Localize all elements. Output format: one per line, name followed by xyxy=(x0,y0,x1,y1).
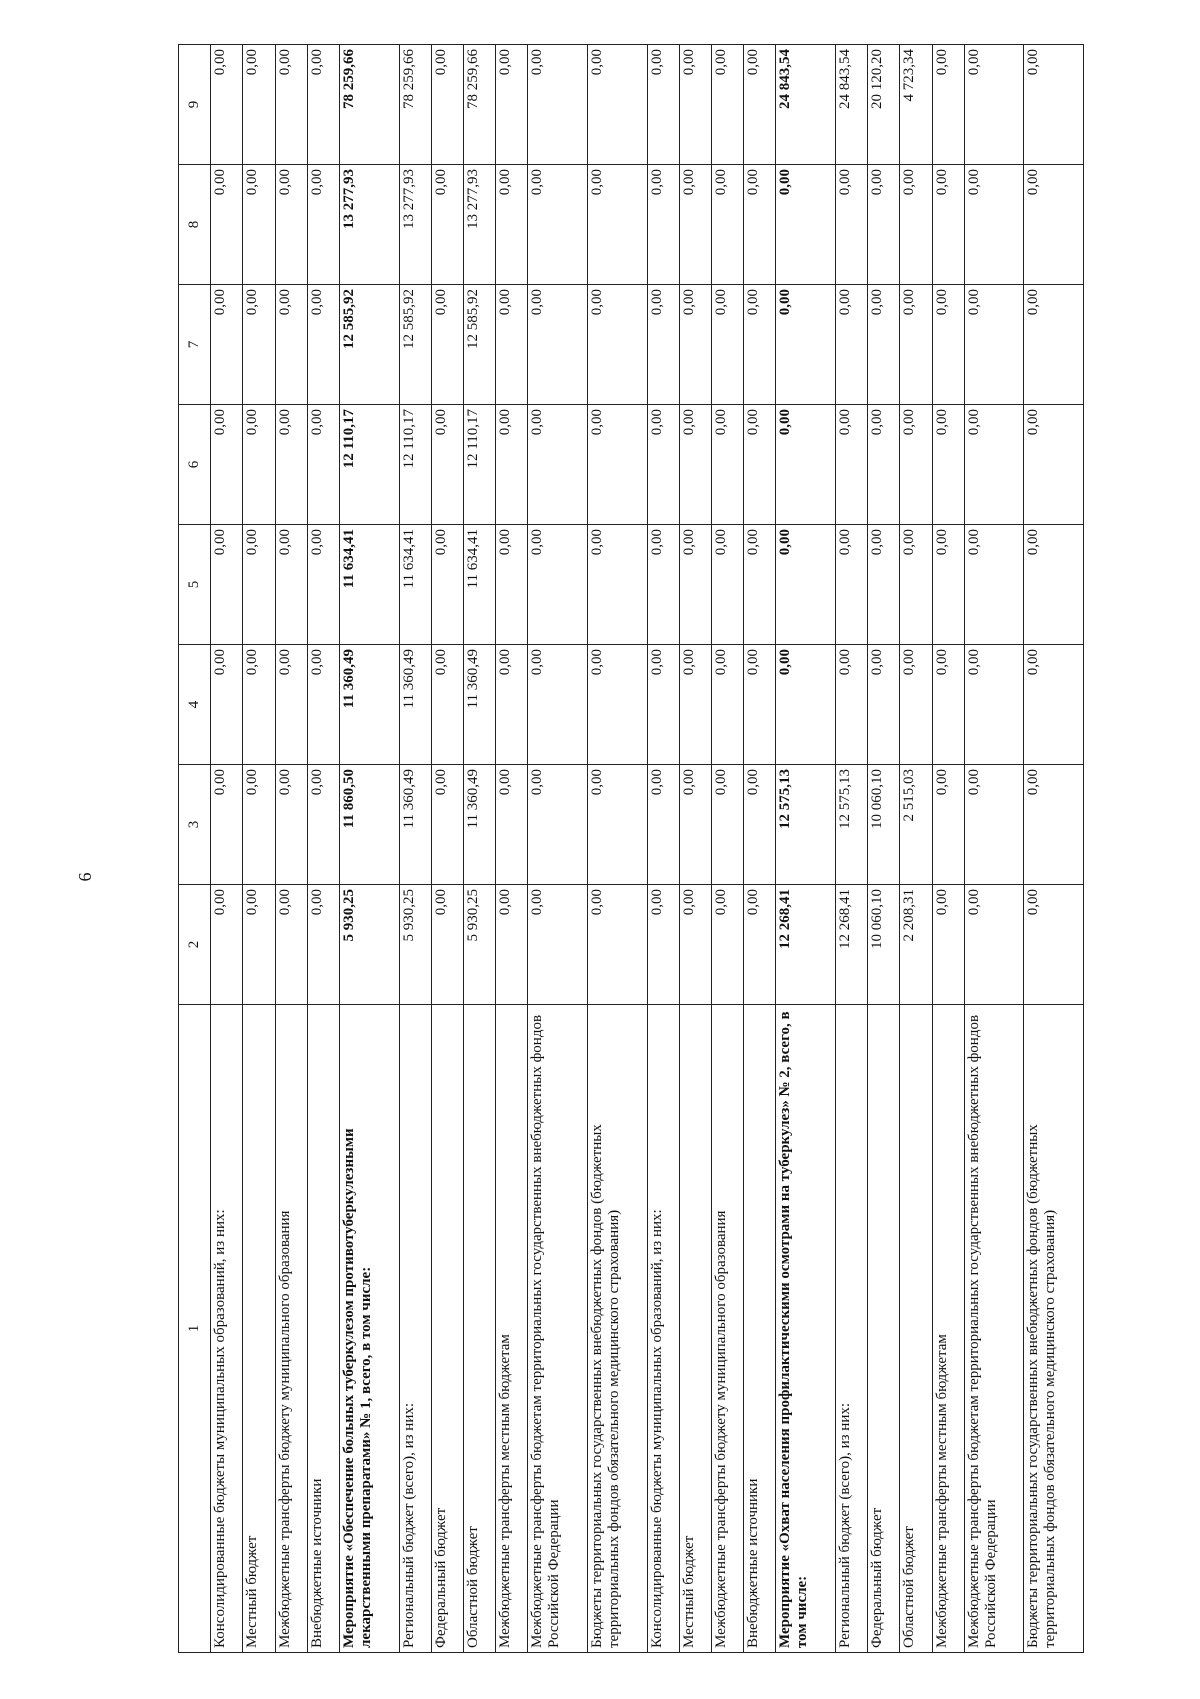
header-cell: 3 xyxy=(179,765,211,885)
value-cell: 0,00 xyxy=(679,765,711,885)
value-cell: 0,00 xyxy=(1024,285,1084,405)
value-cell: 0,00 xyxy=(1024,645,1084,765)
value-cell: 0,00 xyxy=(1024,525,1084,645)
value-cell: 0,00 xyxy=(679,645,711,765)
row-label: Мероприятие «Охват населения профилактическими осмотрами на туберкулез» № 2, всего, в том числе: xyxy=(776,1005,836,1653)
table-row xyxy=(900,45,932,1653)
value-cell: 0,00 xyxy=(744,165,776,285)
table-body xyxy=(179,45,1084,1653)
header-cell: 6 xyxy=(179,405,211,525)
row-label: Бюджеты территориальных государственных внебюджетных фондов (бюджетных территориальных фондов обязательного медицинского страхования) xyxy=(587,1005,647,1653)
value-cell: 0,00 xyxy=(964,765,1024,885)
value-cell: 0,00 xyxy=(776,525,836,645)
header-row xyxy=(179,45,211,1653)
value-cell: 2 208,31 xyxy=(900,885,932,1005)
value-cell: 0,00 xyxy=(1024,885,1084,1005)
table-row xyxy=(399,45,431,1653)
row-label: Местный бюджет xyxy=(243,1005,275,1653)
value-cell: 0,00 xyxy=(431,405,463,525)
value-cell: 0,00 xyxy=(679,285,711,405)
row-label: Областной бюджет xyxy=(464,1005,496,1653)
row-label: Межбюджетные трансферты бюджетам территориальных государственных внебюджетных фондов Российской Федерации xyxy=(528,1005,588,1653)
value-cell: 0,00 xyxy=(496,405,528,525)
value-cell: 0,00 xyxy=(431,645,463,765)
value-cell: 0,00 xyxy=(711,525,743,645)
value-cell: 0,00 xyxy=(711,765,743,885)
table-row xyxy=(835,45,867,1653)
value-cell: 0,00 xyxy=(243,525,275,645)
value-cell: 0,00 xyxy=(835,165,867,285)
value-cell: 0,00 xyxy=(307,165,339,285)
value-cell: 0,00 xyxy=(275,645,307,765)
value-cell: 0,00 xyxy=(528,885,588,1005)
value-cell: 20 120,20 xyxy=(868,45,900,165)
value-cell: 0,00 xyxy=(679,885,711,1005)
value-cell: 0,00 xyxy=(307,645,339,765)
row-label: Межбюджетные трансферты бюджету муниципального образования xyxy=(275,1005,307,1653)
value-cell: 0,00 xyxy=(835,285,867,405)
header-cell: 7 xyxy=(179,285,211,405)
value-cell: 13 277,93 xyxy=(464,165,496,285)
value-cell: 0,00 xyxy=(431,45,463,165)
value-cell: 0,00 xyxy=(496,765,528,885)
value-cell: 0,00 xyxy=(307,765,339,885)
value-cell: 0,00 xyxy=(1024,765,1084,885)
value-cell: 0,00 xyxy=(587,525,647,645)
value-cell: 0,00 xyxy=(243,645,275,765)
value-cell: 11 634,41 xyxy=(464,525,496,645)
value-cell: 0,00 xyxy=(211,765,243,885)
value-cell: 0,00 xyxy=(307,405,339,525)
value-cell: 11 634,41 xyxy=(340,525,400,645)
value-cell: 0,00 xyxy=(900,405,932,525)
table-row xyxy=(587,45,647,1653)
value-cell: 0,00 xyxy=(776,645,836,765)
value-cell: 0,00 xyxy=(647,165,679,285)
value-cell: 11 360,49 xyxy=(399,645,431,765)
table-row xyxy=(307,45,339,1653)
value-cell: 0,00 xyxy=(647,405,679,525)
row-label: Межбюджетные трансферты местным бюджетам xyxy=(932,1005,964,1653)
value-cell: 0,00 xyxy=(900,165,932,285)
table-row xyxy=(211,45,243,1653)
value-cell: 0,00 xyxy=(964,405,1024,525)
value-cell: 11 360,49 xyxy=(464,645,496,765)
table-row xyxy=(932,45,964,1653)
value-cell: 0,00 xyxy=(932,405,964,525)
value-cell: 0,00 xyxy=(835,645,867,765)
value-cell: 0,00 xyxy=(1024,165,1084,285)
header-cell: 8 xyxy=(179,165,211,285)
value-cell: 0,00 xyxy=(868,525,900,645)
value-cell: 78 259,66 xyxy=(464,45,496,165)
value-cell: 0,00 xyxy=(431,765,463,885)
table-row xyxy=(647,45,679,1653)
value-cell: 11 360,49 xyxy=(399,765,431,885)
value-cell: 24 843,54 xyxy=(776,45,836,165)
value-cell: 0,00 xyxy=(744,885,776,1005)
value-cell: 0,00 xyxy=(964,885,1024,1005)
value-cell: 0,00 xyxy=(243,285,275,405)
value-cell: 0,00 xyxy=(243,405,275,525)
value-cell: 10 060,10 xyxy=(868,885,900,1005)
value-cell: 0,00 xyxy=(900,285,932,405)
value-cell: 0,00 xyxy=(496,885,528,1005)
table-row xyxy=(711,45,743,1653)
value-cell: 0,00 xyxy=(776,405,836,525)
value-cell: 0,00 xyxy=(307,45,339,165)
value-cell: 11 860,50 xyxy=(340,765,400,885)
value-cell: 0,00 xyxy=(964,165,1024,285)
value-cell: 12 585,92 xyxy=(340,285,400,405)
value-cell: 0,00 xyxy=(528,765,588,885)
value-cell: 0,00 xyxy=(932,765,964,885)
value-cell: 0,00 xyxy=(528,285,588,405)
value-cell: 0,00 xyxy=(711,165,743,285)
value-cell: 0,00 xyxy=(868,645,900,765)
value-cell: 0,00 xyxy=(587,885,647,1005)
value-cell: 0,00 xyxy=(964,645,1024,765)
value-cell: 0,00 xyxy=(528,45,588,165)
value-cell: 0,00 xyxy=(647,285,679,405)
value-cell: 13 277,93 xyxy=(399,165,431,285)
table-row xyxy=(496,45,528,1653)
value-cell: 0,00 xyxy=(679,45,711,165)
value-cell: 0,00 xyxy=(964,45,1024,165)
value-cell: 0,00 xyxy=(587,405,647,525)
value-cell: 0,00 xyxy=(307,885,339,1005)
value-cell: 0,00 xyxy=(307,525,339,645)
value-cell: 0,00 xyxy=(431,165,463,285)
page-number: 6 xyxy=(75,872,95,882)
value-cell: 0,00 xyxy=(496,165,528,285)
value-cell: 0,00 xyxy=(647,765,679,885)
table-row xyxy=(868,45,900,1653)
value-cell: 0,00 xyxy=(647,645,679,765)
budget-table xyxy=(178,44,1084,1653)
value-cell: 0,00 xyxy=(711,45,743,165)
value-cell: 12 575,13 xyxy=(776,765,836,885)
value-cell: 0,00 xyxy=(275,525,307,645)
table-row xyxy=(464,45,496,1653)
value-cell: 0,00 xyxy=(744,525,776,645)
value-cell: 5 930,25 xyxy=(464,885,496,1005)
header-cell: 9 xyxy=(179,45,211,165)
table-row xyxy=(528,45,588,1653)
row-label: Внебюджетные источники xyxy=(744,1005,776,1653)
table-row xyxy=(744,45,776,1653)
value-cell: 0,00 xyxy=(243,765,275,885)
table-row xyxy=(1024,45,1084,1653)
value-cell: 0,00 xyxy=(900,525,932,645)
row-label: Мероприятие «Обеспечение больных туберкулезом противотуберкулезными лекарственными препаратами» № 1, всего, в том числе: xyxy=(340,1005,400,1653)
table-row xyxy=(431,45,463,1653)
value-cell: 0,00 xyxy=(776,165,836,285)
value-cell: 0,00 xyxy=(679,165,711,285)
value-cell: 12 268,41 xyxy=(835,885,867,1005)
value-cell: 5 930,25 xyxy=(399,885,431,1005)
value-cell: 0,00 xyxy=(932,645,964,765)
value-cell: 0,00 xyxy=(835,525,867,645)
value-cell: 5 930,25 xyxy=(340,885,400,1005)
value-cell: 0,00 xyxy=(679,405,711,525)
header-cell: 2 xyxy=(179,885,211,1005)
value-cell: 0,00 xyxy=(744,645,776,765)
row-label: Межбюджетные трансферты бюджетам территориальных государственных внебюджетных фондов Российской Федерации xyxy=(964,1005,1024,1653)
value-cell: 0,00 xyxy=(932,525,964,645)
value-cell: 0,00 xyxy=(211,525,243,645)
table-row xyxy=(243,45,275,1653)
value-cell: 0,00 xyxy=(496,645,528,765)
header-cell: 1 xyxy=(179,1005,211,1653)
row-label: Региональный бюджет (всего), из них: xyxy=(399,1005,431,1653)
value-cell: 0,00 xyxy=(211,405,243,525)
value-cell: 2 515,03 xyxy=(900,765,932,885)
value-cell: 0,00 xyxy=(211,885,243,1005)
value-cell: 0,00 xyxy=(868,165,900,285)
row-label: Консолидированные бюджеты муниципальных образований, из них: xyxy=(211,1005,243,1653)
value-cell: 0,00 xyxy=(647,885,679,1005)
value-cell: 0,00 xyxy=(528,525,588,645)
value-cell: 0,00 xyxy=(307,285,339,405)
row-label: Бюджеты территориальных государственных внебюджетных фондов (бюджетных территориальных фондов обязательного медицинского страхования) xyxy=(1024,1005,1084,1653)
value-cell: 11 360,49 xyxy=(340,645,400,765)
value-cell: 13 277,93 xyxy=(340,165,400,285)
row-label: Внебюджетные источники xyxy=(307,1005,339,1653)
value-cell: 12 585,92 xyxy=(399,285,431,405)
value-cell: 0,00 xyxy=(1024,45,1084,165)
value-cell: 0,00 xyxy=(431,885,463,1005)
value-cell: 0,00 xyxy=(900,645,932,765)
value-cell: 12 110,17 xyxy=(340,405,400,525)
table-row xyxy=(776,45,836,1653)
row-label: Федеральный бюджет xyxy=(868,1005,900,1653)
value-cell: 0,00 xyxy=(868,285,900,405)
value-cell: 0,00 xyxy=(964,525,1024,645)
value-cell: 0,00 xyxy=(932,165,964,285)
value-cell: 0,00 xyxy=(243,885,275,1005)
value-cell: 0,00 xyxy=(1024,405,1084,525)
value-cell: 0,00 xyxy=(868,405,900,525)
row-label: Региональный бюджет (всего), из них: xyxy=(835,1005,867,1653)
rotated-table-container xyxy=(178,45,1084,1653)
value-cell: 0,00 xyxy=(528,165,588,285)
value-cell: 0,00 xyxy=(964,285,1024,405)
value-cell: 0,00 xyxy=(744,405,776,525)
value-cell: 0,00 xyxy=(776,285,836,405)
header-cell: 4 xyxy=(179,645,211,765)
value-cell: 11 360,49 xyxy=(464,765,496,885)
value-cell: 12 110,17 xyxy=(464,405,496,525)
value-cell: 0,00 xyxy=(275,885,307,1005)
value-cell: 0,00 xyxy=(211,45,243,165)
row-label: Межбюджетные трансферты местным бюджетам xyxy=(496,1005,528,1653)
value-cell: 0,00 xyxy=(711,645,743,765)
value-cell: 0,00 xyxy=(496,45,528,165)
row-label: Федеральный бюджет xyxy=(431,1005,463,1653)
value-cell: 0,00 xyxy=(744,285,776,405)
row-label: Межбюджетные трансферты бюджету муниципального образования xyxy=(711,1005,743,1653)
value-cell: 11 634,41 xyxy=(399,525,431,645)
value-cell: 0,00 xyxy=(587,645,647,765)
value-cell: 12 585,92 xyxy=(464,285,496,405)
value-cell: 0,00 xyxy=(835,405,867,525)
value-cell: 0,00 xyxy=(211,285,243,405)
header-cell: 5 xyxy=(179,525,211,645)
value-cell: 0,00 xyxy=(211,165,243,285)
table-row xyxy=(340,45,400,1653)
table-row xyxy=(275,45,307,1653)
value-cell: 12 110,17 xyxy=(399,405,431,525)
value-cell: 0,00 xyxy=(711,405,743,525)
table-row xyxy=(964,45,1024,1653)
value-cell: 0,00 xyxy=(932,45,964,165)
value-cell: 0,00 xyxy=(647,45,679,165)
value-cell: 4 723,34 xyxy=(900,45,932,165)
value-cell: 78 259,66 xyxy=(399,45,431,165)
value-cell: 0,00 xyxy=(275,285,307,405)
value-cell: 0,00 xyxy=(275,165,307,285)
value-cell: 0,00 xyxy=(587,285,647,405)
value-cell: 0,00 xyxy=(496,285,528,405)
value-cell: 0,00 xyxy=(496,525,528,645)
table-row xyxy=(679,45,711,1653)
value-cell: 0,00 xyxy=(744,45,776,165)
value-cell: 0,00 xyxy=(587,45,647,165)
row-label: Областной бюджет xyxy=(900,1005,932,1653)
value-cell: 0,00 xyxy=(932,285,964,405)
value-cell: 0,00 xyxy=(243,165,275,285)
value-cell: 12 575,13 xyxy=(835,765,867,885)
value-cell: 0,00 xyxy=(744,765,776,885)
value-cell: 24 843,54 xyxy=(835,45,867,165)
value-cell: 78 259,66 xyxy=(340,45,400,165)
value-cell: 0,00 xyxy=(932,885,964,1005)
value-cell: 0,00 xyxy=(275,765,307,885)
value-cell: 0,00 xyxy=(647,525,679,645)
value-cell: 0,00 xyxy=(711,885,743,1005)
value-cell: 0,00 xyxy=(431,285,463,405)
value-cell: 0,00 xyxy=(528,645,588,765)
value-cell: 0,00 xyxy=(275,45,307,165)
value-cell: 10 060,10 xyxy=(868,765,900,885)
value-cell: 0,00 xyxy=(587,165,647,285)
row-label: Местный бюджет xyxy=(679,1005,711,1653)
value-cell: 0,00 xyxy=(275,405,307,525)
value-cell: 12 268,41 xyxy=(776,885,836,1005)
value-cell: 0,00 xyxy=(679,525,711,645)
value-cell: 0,00 xyxy=(431,525,463,645)
value-cell: 0,00 xyxy=(711,285,743,405)
value-cell: 0,00 xyxy=(243,45,275,165)
value-cell: 0,00 xyxy=(211,645,243,765)
row-label: Консолидированные бюджеты муниципальных образований, из них: xyxy=(647,1005,679,1653)
value-cell: 0,00 xyxy=(528,405,588,525)
value-cell: 0,00 xyxy=(587,765,647,885)
